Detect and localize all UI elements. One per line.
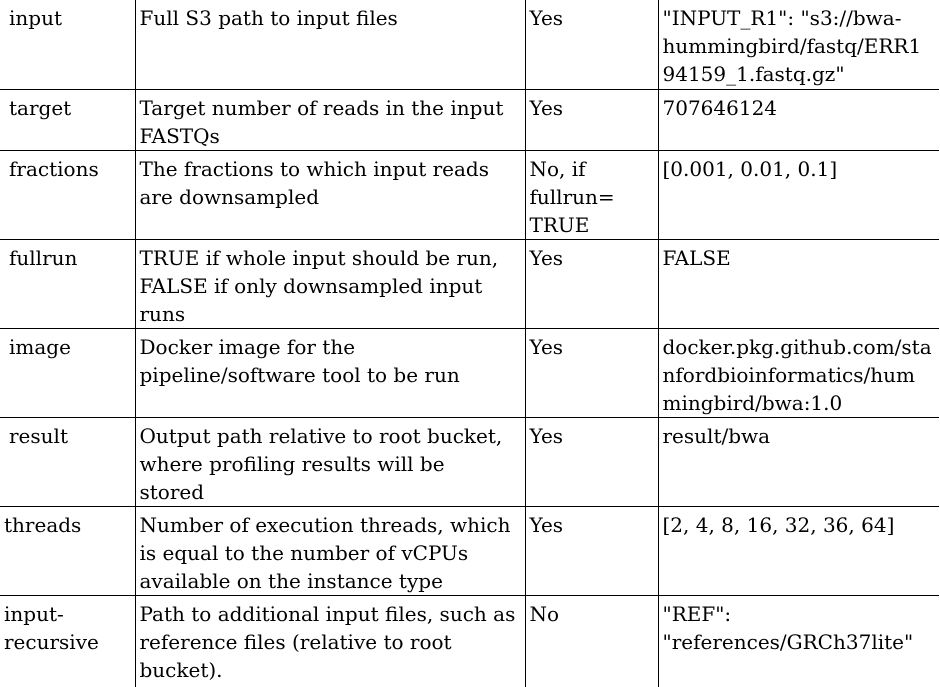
param-required-cell: Yes bbox=[525, 506, 658, 595]
param-example-cell: [0.001, 0.01, 0.1] bbox=[658, 150, 939, 239]
table-row bbox=[0, 150, 939, 239]
param-required-cell: Yes bbox=[525, 417, 658, 506]
param-name-cell: target bbox=[0, 89, 135, 150]
param-description-cell: Full S3 path to input files bbox=[135, 0, 525, 89]
param-example-cell: result/bwa bbox=[658, 417, 939, 506]
param-example-cell: "INPUT_R1": "s3://bwa- hummingbird/fastq/ERR1 94159_1.fastq.gz" bbox=[658, 0, 939, 89]
param-name-cell: input- recursive bbox=[0, 595, 135, 687]
param-required-cell: Yes bbox=[525, 0, 658, 89]
param-description-cell: Path to additional input files, such as reference files (relative to root bucket). bbox=[135, 595, 525, 687]
param-required-cell: No bbox=[525, 595, 658, 687]
param-name-cell: image bbox=[0, 328, 135, 417]
param-name-cell: result bbox=[0, 417, 135, 506]
param-example-cell: 707646124 bbox=[658, 89, 939, 150]
param-description-cell: Output path relative to root bucket, where profiling results will be stored bbox=[135, 417, 525, 506]
table-row bbox=[0, 89, 939, 150]
param-name-cell: input bbox=[0, 0, 135, 89]
param-description-cell: Number of execution threads, which is equal to the number of vCPUs available on the instance type bbox=[135, 506, 525, 595]
param-name-cell: threads bbox=[0, 506, 135, 595]
param-required-cell: Yes bbox=[525, 239, 658, 328]
param-example-cell: FALSE bbox=[658, 239, 939, 328]
table-row bbox=[0, 417, 939, 506]
param-required-cell: Yes bbox=[525, 328, 658, 417]
table-row bbox=[0, 239, 939, 328]
param-name-cell: fullrun bbox=[0, 239, 135, 328]
param-description-cell: Target number of reads in the input FASTQs bbox=[135, 89, 525, 150]
table-row bbox=[0, 0, 939, 89]
table-row bbox=[0, 595, 939, 687]
param-description-cell: TRUE if whole input should be run, FALSE if only downsampled input runs bbox=[135, 239, 525, 328]
table-row bbox=[0, 328, 939, 417]
param-required-cell: Yes bbox=[525, 89, 658, 150]
param-example-cell: docker.pkg.github.com/sta nfordbioinformatics/hum mingbird/bwa:1.0 bbox=[658, 328, 939, 417]
table-row bbox=[0, 506, 939, 595]
param-required-cell: No, if fullrun= TRUE bbox=[525, 150, 658, 239]
param-example-cell: [2, 4, 8, 16, 32, 36, 64] bbox=[658, 506, 939, 595]
param-description-cell: The fractions to which input reads are downsampled bbox=[135, 150, 525, 239]
param-example-cell: "REF": "references/GRCh37lite" bbox=[658, 595, 939, 687]
param-description-cell: Docker image for the pipeline/software tool to be run bbox=[135, 328, 525, 417]
param-name-cell: fractions bbox=[0, 150, 135, 239]
